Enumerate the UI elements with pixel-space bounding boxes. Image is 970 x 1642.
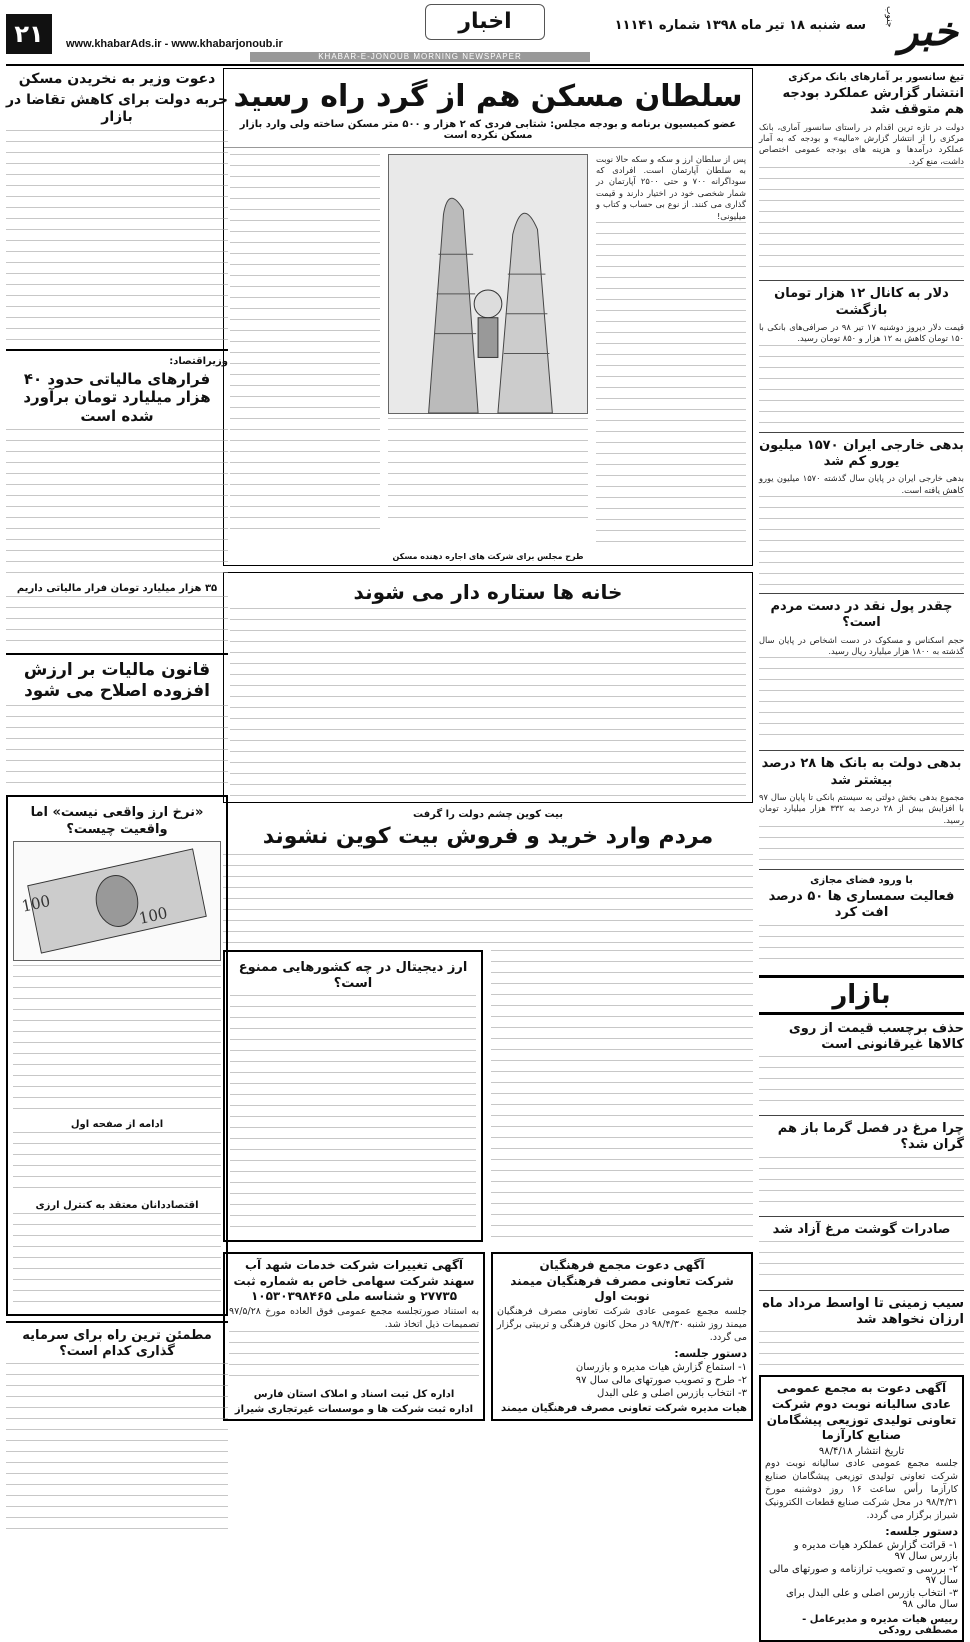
lead-headline: سلطان مسکن هم از گرد راه رسید bbox=[233, 79, 743, 114]
story-body bbox=[6, 130, 228, 344]
story-lead: دولت در تازه ترین اقدام در راستای سانسور آماری، بانک مرکزی را از انتشار گزارش «مالیه» و بودجه که به آمار عملکرد درآمدها و هزینه های بودجه عمومی اختصاص داشت، منع کرد. bbox=[759, 121, 964, 166]
story-headline: خانه ها ستاره دار می شوند bbox=[353, 580, 623, 605]
story-lead: حجم اسکناس و مسکوک در دست اشخاص در پایان سال گذشته به ۱۸۰۰ هزار میلیارد ریال رسید. bbox=[759, 634, 964, 656]
newspaper-logo bbox=[874, 4, 964, 54]
ad-date: تاریخ انتشار ۹۸/۴/۱۸ bbox=[818, 1445, 905, 1457]
dollar-photo bbox=[13, 841, 221, 961]
inner-heading: ۳۵ هزار میلیارد تومان فرار مالیاتی داریم bbox=[16, 582, 218, 594]
story-body bbox=[6, 705, 228, 791]
story-body bbox=[13, 1132, 221, 1196]
ad-body: به استناد صورتجلسه مجمع عمومی فوق العاده مورخ ۹۷/۵/۲۸ تصمیمات ذیل اتخاذ شد. bbox=[229, 1305, 479, 1331]
story-body bbox=[759, 925, 964, 969]
story-kicker: بیت کوین چشم دولت را گرفت bbox=[413, 809, 563, 821]
lead-body: پس از سلطان ارز و سکه و سکه حالا نوبت به سلطان آپارتمان است. افرادی که سوداگرانه ۷۰۰ و حتی ۲۵۰۰ آپارتمان در شمار شخصی خود در اختیار دارند و قیمت گذاری می کنند. از نوع بی حساب و کتاب و میلیونی! bbox=[596, 153, 746, 221]
ad-agenda-item: ۱- استماع گزارش هیات مدیره و بازرسان bbox=[575, 1362, 747, 1374]
story-lead: بدهی خارجی ایران در پایان سال گذشته ۱۵۷۰ میلیون یورو کاهش یافته است. bbox=[759, 473, 964, 495]
ad-subtitle: شرکت تعاونی مصرف فرهنگیان میمند نوبت اول bbox=[510, 1273, 734, 1304]
story-lead: مجموع بدهی بخش دولتی به سیستم بانکی تا پایان سال ۹۷ با افزایش بیش از ۲۸ درصد به ۳۳۲ هزار میلیارد تومان رسید. bbox=[759, 791, 964, 825]
story-headline: صادرات گوشت مرغ آزاد شد bbox=[772, 1221, 951, 1237]
box-body bbox=[230, 995, 476, 1235]
story-body bbox=[6, 1363, 228, 1533]
ad-title: آگهی دعوت مجمع فرهنگیان bbox=[539, 1258, 705, 1273]
left-column bbox=[6, 68, 228, 1516]
story-body bbox=[230, 608, 746, 798]
story-stars bbox=[223, 572, 753, 803]
story-headline: دعوت وزیر به نخریدن مسکن bbox=[18, 71, 216, 87]
inner-heading: ادامه از صفحه اول bbox=[70, 1118, 164, 1130]
story-headline: انتشار گزارش عملکرد بودجه هم متوقف شد bbox=[782, 86, 964, 118]
story-kicker: با ورود فضای مجازی bbox=[810, 875, 913, 887]
lead-body-cont bbox=[388, 418, 588, 518]
story-headline: بدهی خارجی ایران ۱۵۷۰ میلیون یورو کم شد bbox=[759, 437, 964, 469]
story-lead: قیمت دلار دیروز دوشنبه ۱۷ تیر ۹۸ در صرافی‌های بانکی با ۱۵۰ تومان کاهش به ۱۲ هزار و ۸۵۰ تومان رسید. bbox=[759, 321, 964, 344]
story-body bbox=[223, 854, 753, 946]
box-headline: ارز دیجیتال در چه کشورهایی ممنوع است؟ bbox=[238, 959, 468, 991]
story-subheadline: حربه دولت برای کاهش تقاضا در بازار bbox=[6, 91, 228, 125]
ad-agenda-label: دستور جلسه: bbox=[885, 1525, 958, 1539]
ad-agenda-item: ۳- انتخاب بازرس اصلی و علی البدل bbox=[597, 1388, 747, 1400]
cartoon-caption: طرح مجلس برای شرکت های اجاره دهنده مسکن bbox=[392, 552, 584, 562]
story-body bbox=[759, 345, 964, 427]
story-bitcoin bbox=[223, 809, 753, 946]
dollar-bill-icon bbox=[14, 842, 220, 960]
story-body bbox=[759, 1241, 964, 1285]
inner-heading: اقتصاددانان معتقد به کنترل ارزی bbox=[35, 1199, 199, 1211]
ad-body-cont bbox=[229, 1331, 479, 1385]
story-body bbox=[6, 596, 228, 648]
story-headline: چرا مرغ در فصل گرما باز هم گران شد؟ bbox=[777, 1121, 964, 1153]
morning-strip: KHABAR-E-JONOUB MORNING NEWSPAPER bbox=[250, 52, 590, 62]
story-body bbox=[759, 167, 964, 275]
svg-text:100: 100 bbox=[137, 903, 170, 928]
story-headline: مطمئن ترین راه برای سرمایه گذاری کدام است؟ bbox=[22, 1327, 212, 1359]
story-headline: فعالیت سمساری ها ۵۰ درصد افت کرد bbox=[768, 889, 955, 921]
story-body bbox=[759, 657, 964, 745]
lead-body-cont bbox=[230, 154, 380, 534]
crypto-box bbox=[223, 950, 483, 1243]
section-title: اخبار bbox=[425, 4, 545, 40]
story-body bbox=[6, 429, 228, 579]
story-kicker: وزیراقتصاد: bbox=[169, 355, 228, 367]
story-kicker: تیغ سانسور بر آمارهای بانک مرکزی bbox=[788, 72, 964, 83]
lead-body-cont bbox=[596, 222, 746, 542]
story-body bbox=[759, 1157, 964, 1211]
ad-signature: رییس هیات مدیره و مدیرعامل - مصطفی رودکی bbox=[802, 1614, 958, 1637]
notice-ad-registry bbox=[223, 1252, 485, 1421]
story-headline: حذف برچسب قیمت از روی کالاها غیرقانونی است bbox=[788, 1020, 964, 1052]
issue-dateline: سه شنبه ۱۸ تیر ماه ۱۳۹۸ شماره ۱۱۱۴۱ bbox=[614, 18, 866, 33]
ad-agenda-item: ۳- انتخاب بازرس اصلی و علی البدل برای سال مالی ۹۸ bbox=[785, 1588, 958, 1611]
ad-agenda-item: ۲- بررسی و تصویب ترازنامه و صورتهای مالی سال ۹۷ bbox=[769, 1564, 958, 1587]
notice-ad-teachers bbox=[491, 1252, 753, 1421]
ad-footer: اداره ثبت شرکت ها و موسسات غیرتجاری شیراز bbox=[234, 1404, 474, 1416]
website-urls[interactable]: www.khabarAds.ir - www.khabarjonoub.ir bbox=[66, 38, 283, 50]
story-body bbox=[13, 965, 221, 1115]
story-headline: سیب زمینی تا اواسط مرداد ماه ارزان نخواهد شد bbox=[762, 1295, 964, 1328]
story-body bbox=[491, 950, 753, 1243]
story-headline: دلار به کانال ۱۲ هزار تومان بازگشت bbox=[774, 286, 949, 318]
logo-text: خبر bbox=[899, 8, 958, 55]
middle-column bbox=[223, 68, 753, 1516]
story-body bbox=[759, 1331, 964, 1371]
story-body bbox=[759, 496, 964, 588]
ad-signature: هیات مدیره شرکت تعاونی مصرف فرهنگیان میمند bbox=[501, 1403, 747, 1415]
towers-cartoon-icon bbox=[389, 155, 587, 413]
story-headline: مردم وارد خرید و فروش بیت کوین نشوند bbox=[262, 824, 714, 850]
story-body bbox=[759, 1056, 964, 1110]
logo-subtext: جنوب bbox=[884, 6, 894, 28]
lead-story bbox=[223, 68, 753, 566]
story-headline: بدهی دولت به بانک ها ۲۸ درصد بیشتر شد bbox=[761, 756, 962, 788]
lead-kicker: عضو کمیسیون برنامه و بودجه مجلس: شتابی فردی که ۲ هزار و ۵۰۰ متر مسکن ساخته ولی وارد بازار مسکن نکرده است bbox=[239, 118, 737, 141]
page-number: ۲۱ bbox=[6, 14, 52, 54]
story-headline: «نرخ ارز واقعی نیست» اما واقعیت چیست؟ bbox=[30, 805, 204, 837]
ad-agenda-item: ۲- طرح و تصویب صورتهای مالی سال ۹۷ bbox=[575, 1375, 747, 1387]
story-headline: قانون مالیات بر ارزش افزوده اصلاح می شود bbox=[23, 659, 211, 701]
story-body bbox=[759, 826, 964, 864]
story-headline: فرارهای مالیاتی حدود ۴۰ هزار میلیارد تومان برآورد شده است bbox=[23, 369, 211, 425]
right-column bbox=[759, 68, 964, 1637]
story-body bbox=[13, 1213, 221, 1309]
currency-feature bbox=[6, 795, 228, 1316]
ad-title: آگهی دعوت به مجمع عمومی عادی سالیانه نوبت دوم شرکت تعاونی تولیدی توزیعی پیشگامان صنایع کارآزما bbox=[766, 1381, 957, 1443]
svg-text:100: 100 bbox=[20, 891, 52, 916]
bazar-section-title: بازار bbox=[759, 975, 964, 1015]
ad-title: آگهی تغییرات شرکت خدمات شهد آب سهند شرکت سهامی خاص به شماره ثبت ۲۷۷۳۵ و شناسه ملی ۱۰۵۳۰۳۹۸۴۶۵ bbox=[233, 1258, 475, 1304]
header-rule bbox=[6, 64, 964, 66]
notice-ad-karazma bbox=[759, 1375, 964, 1642]
cartoon-illustration bbox=[388, 154, 588, 414]
ad-body: جلسه مجمع عمومی عادی سالیانه نوبت دوم شرکت تعاونی تولیدی توزیعی پیشگامان صنایع کارآزما رأس ساعت ۱۶ روز دوشنبه مورخ ۹۸/۴/۳۱ در محل شرکت صنایع قطعات الکترونیک شیراز برگزار می گردد. bbox=[765, 1457, 958, 1522]
ad-footer: اداره کل ثبت اسناد و املاک استان فارس bbox=[253, 1389, 455, 1401]
ad-body: جلسه مجمع عمومی عادی شرکت تعاونی مصرف فرهنگیان میمند روز شنبه ۹۸/۴/۳۰ در محل کانون فرهنگی و تربیتی برگزار می گردد. bbox=[497, 1305, 747, 1344]
ad-agenda-item: ۱- قرائت گزارش عملکرد هیات مدیره و بازرس سال ۹۷ bbox=[793, 1540, 958, 1563]
ad-agenda-label: دستور جلسه: bbox=[674, 1347, 747, 1361]
story-headline: چقدر پول نقد در دست مردم است؟ bbox=[770, 599, 953, 631]
